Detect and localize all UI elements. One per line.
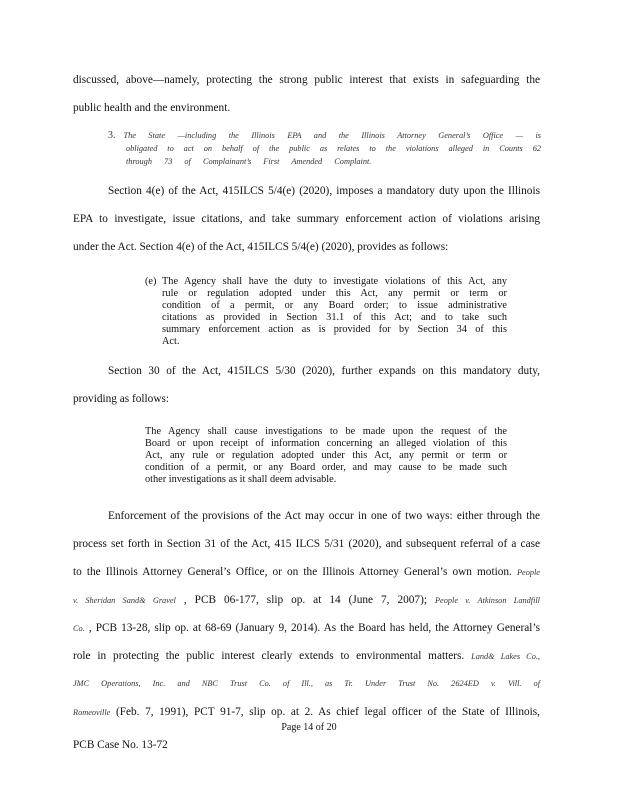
paragraph-line [73,677,540,691]
case-citation: Land& Lakes Co., [471,652,541,661]
page-number: Page 14 of 20 [281,722,337,733]
paragraph-line [73,593,540,608]
case-citation: JMC Operations, Inc. and NBC Trust Co. of Ill., as Tr. Under Trust No. 2624ED v. Vill. of [73,679,540,688]
paragraph-text: to the Illinois Attorney General’s Office, or on the Illinois Attorney General’s own motion. [73,566,512,578]
case-citation: People v. Atkinson Landfill [434,596,540,605]
block-quote-line: The Agency shall have the duty to investigate violations of this Act, any [162,276,507,287]
paragraph-line: under the Act. Section 4(e) of the Act, 415ILCS 5/4(e) (2020), provides as follows: [73,241,449,253]
block-quote-line: summary enforcement action as is provided for by Section 34 of this [162,324,507,335]
paragraph-line [73,705,540,720]
block-quote-line: condition of a permit, or any Board order; to issue administrative [162,300,507,311]
paragraph-line: Section 4(e) of the Act, 415ILCS 5/4(e) (2020), imposes a mandatory duty upon the Illinois [108,185,540,197]
paragraph-text: , PCB 13-28, slip op. at 68-69 (January 9, 2014). As the Board has held, the Attorney General’s [88,622,540,634]
paragraph-line: Section 30 of the Act, 415ILCS 5/30 (2020), further expands on this mandatory duty, [108,365,540,377]
paragraph-line [73,565,540,580]
paragraph-line [73,621,540,636]
block-quote-line: citations as provided in Section 31.1 of this Act; and to take such [162,312,507,323]
paragraph-line: public health and the environment. [73,102,231,114]
section-heading-line: obligated to act on behalf of the public as relates to the violations alleged in Counts 62 [126,144,541,153]
section-heading-line [108,130,541,141]
paragraph-line: providing as follows: [73,393,170,405]
block-quote-line: Board or upon receipt of information concerning an alleged violation of this [145,438,507,449]
case-citation: Romeoville [73,708,111,717]
heading-number: 3. [108,130,116,141]
paragraph-line: process set forth in Section 31 of the Act, 415 ILCS 5/31 (2020), and subsequent referral of a case [73,538,540,550]
paragraph-text: (Feb. 7, 1991), PCT 91-7, slip op. at 2. As chief legal officer of the State of Illinois, [115,706,540,718]
paragraph-line [73,649,540,664]
paragraph-line: EPA to investigate, issue citations, and take summary enforcement action of violations arising [73,213,540,225]
block-quote-line: Act. [162,336,180,347]
heading-text: The State —including the Illinois EPA and the Illinois Attorney General’s Office — is [123,131,541,140]
paragraph-text: role in protecting the public interest clearly extends to environmental matters. [73,650,465,662]
quote-marker: (e) [145,276,157,287]
paragraph-line: Enforcement of the provisions of the Act may occur in one of two ways: either through the [108,510,540,522]
case-citation: Co. [73,624,85,633]
section-heading-line: through 73 of Complainant’s First Amended Complaint. [126,157,372,166]
block-quote-line: Act, any rule or regulation adopted under this Act, any permit or term or [145,450,507,461]
block-quote-line: condition of a permit, or any Board order, and may cause to be made such [145,462,507,473]
block-quote-line: rule or regulation adopted under this Act, any permit or term or [162,288,507,299]
case-number: PCB Case No. 13-72 [73,739,168,751]
case-citation: People [516,568,540,577]
block-quote-line: The Agency shall cause investigations to be made upon the request of the [145,426,507,437]
paragraph-line: discussed, above—namely, protecting the strong public interest that exists in safeguarding the [73,74,540,86]
case-citation: v. Sheridan Sand& Gravel [73,596,176,605]
paragraph-text: , PCB 06-177, slip op. at 14 (June 7, 2007); [183,594,427,606]
block-quote-line: other investigations as it shall deem advisable. [145,474,337,485]
